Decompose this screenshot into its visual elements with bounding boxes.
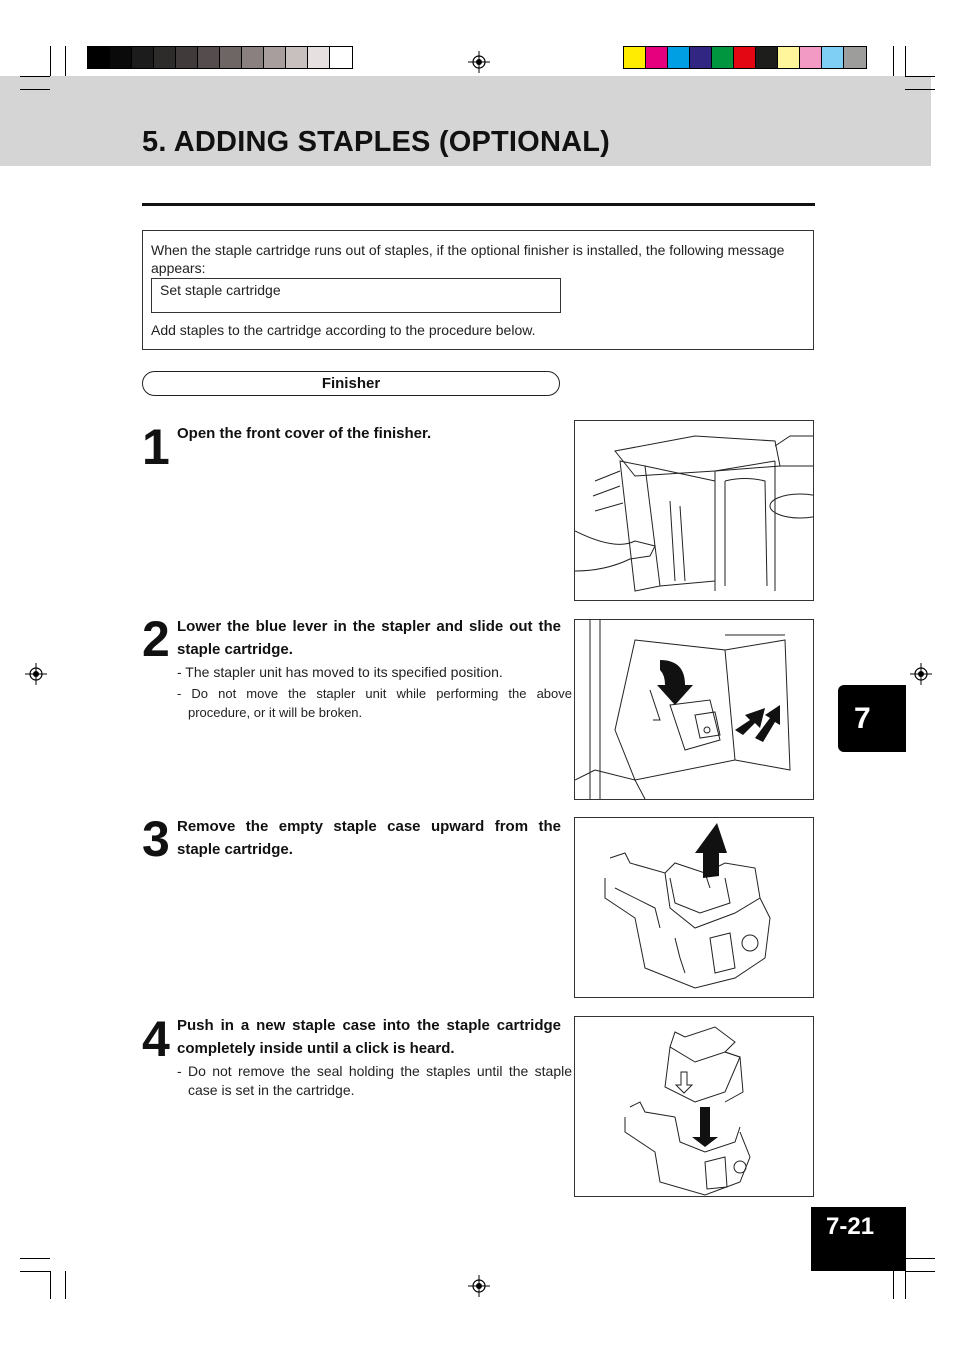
step-2-note-2: - Do not move the stapler unit while performing the above procedure, or it will be broken. <box>177 686 572 720</box>
grayscale-swatch <box>88 47 110 68</box>
registration-mark-top <box>468 51 490 73</box>
color-swatch <box>800 47 822 68</box>
grayscale-swatch <box>242 47 264 68</box>
step-4-number: 4 <box>142 1011 168 1067</box>
color-swatch <box>646 47 668 68</box>
step-4-text: Push in a new staple case into the staple cartridge completely inside until a click is heard. <box>177 1017 561 1057</box>
registration-mark-right <box>910 663 932 685</box>
grayscale-swatch <box>154 47 176 68</box>
title-rule <box>142 203 815 206</box>
registration-mark-bottom <box>468 1275 490 1297</box>
grayscale-swatch <box>132 47 154 68</box>
color-swatch <box>712 47 734 68</box>
step-2-illustration <box>574 619 814 800</box>
color-swatch <box>778 47 800 68</box>
step-1-number: 1 <box>142 419 168 475</box>
step-2-text: Lower the blue lever in the stapler and slide out the staple cartridge. <box>177 618 561 658</box>
color-swatch <box>668 47 690 68</box>
grayscale-swatch <box>220 47 242 68</box>
step-4-illustration <box>574 1016 814 1197</box>
grayscale-swatch <box>264 47 286 68</box>
grayscale-swatch <box>330 47 352 68</box>
color-swatch <box>844 47 866 68</box>
color-swatch <box>756 47 778 68</box>
page-title: 5. ADDING STAPLES (OPTIONAL) <box>142 126 610 158</box>
step-2-number: 2 <box>142 611 168 667</box>
display-message-box: Set staple cartridge <box>151 278 561 313</box>
step-3-text: Remove the empty staple case upward from the staple cartridge. <box>177 818 561 858</box>
step-1-illustration <box>574 420 814 601</box>
grayscale-swatch <box>110 47 132 68</box>
color-swatch <box>734 47 756 68</box>
grayscale-swatch <box>176 47 198 68</box>
step-1-text: Open the front cover of the finisher. <box>177 425 432 442</box>
chapter-tab: 7 <box>838 685 906 752</box>
section-label-finisher: Finisher <box>142 371 560 396</box>
color-swatch <box>690 47 712 68</box>
page-number: 7-21 <box>811 1207 906 1271</box>
grayscale-calibration-bar <box>87 46 353 69</box>
grayscale-swatch <box>286 47 308 68</box>
step-2-note-1: - The stapler unit has moved to its specified position. <box>177 664 503 680</box>
intro-instruction: Add staples to the cartridge according to the procedure below. <box>151 322 536 338</box>
color-calibration-bar <box>623 46 867 69</box>
color-swatch <box>822 47 844 68</box>
step-3-number: 3 <box>142 811 168 867</box>
registration-mark-left <box>25 663 47 685</box>
step-3-illustration <box>574 817 814 998</box>
color-swatch <box>624 47 646 68</box>
step-4-note-1: - Do not remove the seal holding the staples until the staple case is set in the cartridge. <box>177 1063 572 1098</box>
grayscale-swatch <box>308 47 330 68</box>
intro-text: When the staple cartridge runs out of staples, if the optional finisher is installed, the following message appears: <box>151 242 785 276</box>
grayscale-swatch <box>198 47 220 68</box>
